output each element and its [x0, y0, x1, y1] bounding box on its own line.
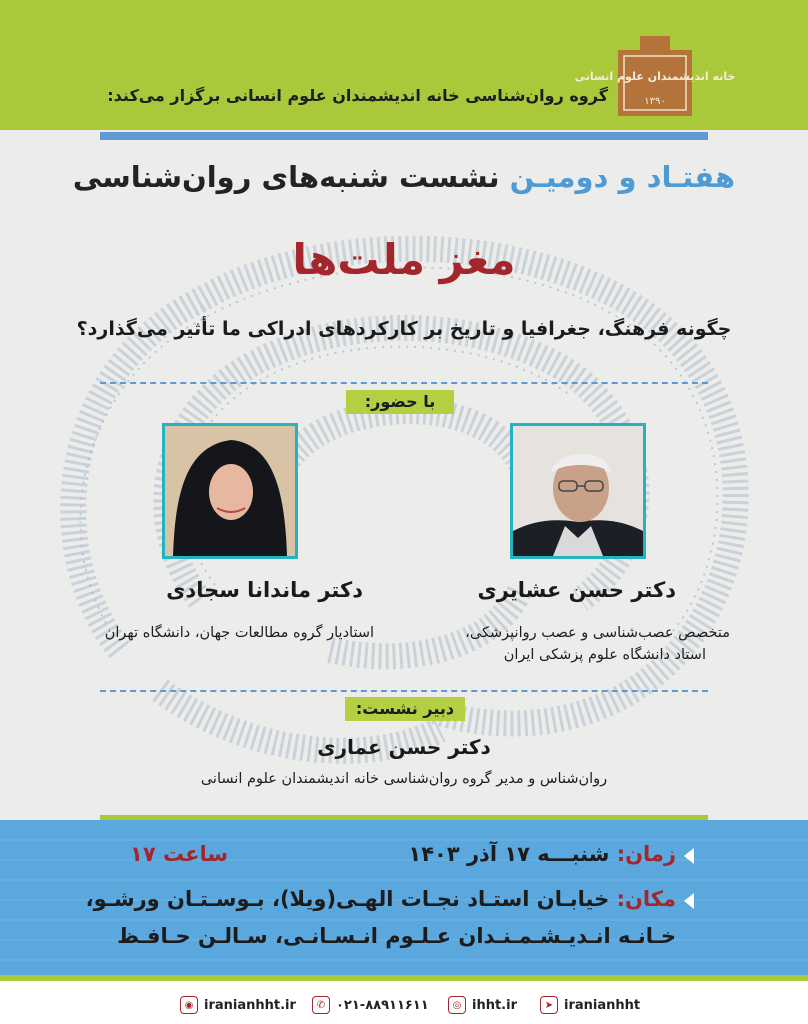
time-label: زمان: [616, 842, 676, 866]
contact-web[interactable] [448, 996, 517, 1014]
event-subtitle: چگونه فرهنگ، جغرافیا و تاریخ بر کارکردهای ادراکی ما تأثیر می‌گذارد؟ [76, 318, 732, 340]
moderator-label: دبیر نشست: [345, 697, 465, 721]
globe-icon: ◎ [448, 996, 466, 1014]
speaker-2-role: استادیار گروه مطالعات جهان، دانشگاه تهران [104, 625, 374, 641]
event-hour: ساعت ۱۷ [130, 842, 229, 866]
event-ordinal: هفتـاد و دومیـن [509, 160, 736, 194]
phone-icon: ✆ [312, 996, 330, 1014]
telegram-handle: iranianhht [564, 997, 641, 1013]
speaker-1-photo [510, 423, 646, 559]
speaker-1-role [465, 622, 730, 666]
event-time [408, 842, 676, 866]
phone-number: ۰۲۱-۸۸۹۱۱۶۱۱ [336, 997, 429, 1013]
event-series: نشست شنبه‌های روان‌شناسی [72, 160, 500, 194]
event-headline [0, 160, 808, 194]
event-place-line1 [86, 887, 676, 911]
speaker-1-role-line1: متخصص عصب‌شناسی و عصب روانپزشکی، [465, 625, 730, 641]
contact-instagram[interactable] [180, 996, 296, 1014]
telegram-icon: ➤ [540, 996, 558, 1014]
time-value: شنبـــه ۱۷ آذر ۱۴۰۳ [408, 842, 610, 866]
speaker-1-role-line2: استاد دانشگاه علوم پزشکی ایران [503, 647, 706, 663]
speaker-1-name: دکتر حسن عشایری [477, 578, 676, 602]
time-marker-icon [684, 848, 694, 864]
speaker-2-name: دکتر ماندانا سجادی [166, 578, 363, 602]
logo-year: ۱۳۹۰ [644, 96, 666, 107]
speaker-1-portrait [513, 426, 643, 556]
moderator-role: روان‌شناس و مدیر گروه روان‌شناسی خانه اندیشمندان علوم انسانی [200, 771, 608, 787]
contact-telegram[interactable] [540, 996, 640, 1014]
divider-2 [100, 690, 708, 692]
speaker-2-portrait [165, 426, 295, 556]
event-place-line2: خـانـه انـدیـشـمـنـدان عـلـوم انـسـانـی، سـالـن حـافـظ [117, 924, 676, 948]
website: ihht.ir [472, 997, 517, 1013]
header-divider [100, 132, 708, 140]
place-marker-icon [684, 893, 694, 909]
contact-phone[interactable] [312, 996, 429, 1014]
place-label: مکان: [616, 887, 676, 911]
instagram-handle: iranianhht.ir [204, 997, 296, 1013]
organizer-text: گروه روان‌شناسی خانه اندیشمندان علوم انسانی برگزار می‌کند: [107, 86, 608, 105]
ihht-logo [574, 30, 736, 122]
place-line1: خیابـان استـاد نجـات الهـی(ویلا)، بـوسـتـان ورشـو، [85, 887, 610, 911]
moderator-name: دکتر حسن عماری [317, 735, 491, 759]
event-title: مغز ملت‌ها [292, 235, 516, 284]
speaker-2-photo [162, 423, 298, 559]
presence-label: با حضور: [346, 390, 454, 414]
instagram-icon: ◉ [180, 996, 198, 1014]
divider-1 [100, 382, 708, 384]
logo-text: خانه اندیشمندان علوم انسانی [574, 70, 736, 83]
